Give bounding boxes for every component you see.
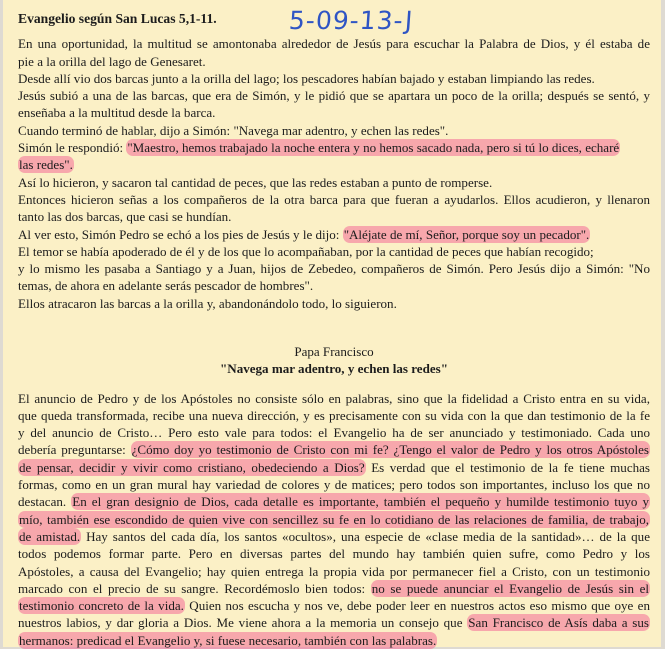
highlighted-text: "Aléjate de mí, Señor, porque soy un pecador". (343, 226, 590, 242)
text-segment: El anuncio de Pedro y de los Apóstoles no consiste sólo en palabras, sino que la fidelidad a Cristo entra en su vida, (18, 390, 650, 406)
text-segment: temas, de ahora en adelante serás pescador de hombres". (18, 278, 314, 294)
text-segment: y lo mismo les pasaba a Santiago y a Juan, hijos de Zebedeo, compañeros de Simón. Pero Jesús dijo a Simón: "No (18, 261, 650, 277)
gospel-title: Evangelio según San Lucas 5,1-11. (18, 11, 217, 26)
gospel-line (18, 122, 650, 139)
text-segment: Al ver esto, Simón Pedro se echó a los pies de Jesús y le dijo: (18, 226, 343, 242)
text-segment: y del anuncio de Cristo… Pero esto vale para todos: el Evangelio ha de ser anunciado y testimoniado. Cada uno (18, 425, 650, 441)
text-segment: Es verdad que el testimonio de la fe tiene muchas (365, 459, 650, 475)
highlighted-text: ¿Cómo doy yo testimonio de Cristo con mi fe? ¿Tengo el valor de Pedro y los otros Apóstoles (131, 442, 649, 458)
gospel-line (18, 174, 650, 191)
gospel-line (18, 191, 650, 208)
gospel-line (18, 53, 650, 70)
gospel-line (18, 87, 650, 104)
text-segment: Quien nos escucha y nos ve, debe poder leer en nuestros actos eso mismo que oye en (184, 598, 650, 614)
gospel-line (18, 156, 650, 173)
text-segment: marcado con el precio de su sangre. Recordémoslo bien todos: (18, 580, 371, 596)
highlighted-text: de amistad. (19, 528, 81, 544)
commentary-line (18, 597, 650, 614)
highlighted-text: En el gran designio de Dios, cada detalle es importante, también el pequeño y humilde testimonio tuyo y (72, 494, 649, 510)
commentary-line (18, 580, 650, 597)
commentary-author: Papa Francisco (294, 344, 374, 359)
commentary-section (18, 343, 650, 649)
text-segment: En una oportunidad, la multitud se amontonaba alrededor de Jesús para escuchar la Palabra de Dios, y él estaba de (18, 36, 650, 52)
text-segment: pie a la orilla del lago de Genesaret. (18, 53, 206, 69)
commentary-line (18, 563, 650, 580)
text-segment: Entonces hicieron señas a los compañeros de la otra barca para que fueran a ayudarlos. Ellos acudieron, y llenaron (18, 191, 650, 207)
text-segment: Apóstoles, a causa del Evangelio; hay quien entrega la propia vida por permanecer fiel a Cristo, con un testimonio (18, 563, 650, 579)
gospel-line (18, 104, 650, 121)
gospel-text (18, 35, 650, 312)
text-segment: Así lo hicieron, y sacaron tal cantidad de peces, que las redes estaban a punto de romperse. (18, 174, 493, 190)
highlighted-text: testimonio concreto de la vida. (19, 598, 184, 614)
gospel-line (18, 260, 650, 277)
commentary-line (18, 407, 650, 424)
text-segment: Desde allí vio dos barcas junto a la orilla del lago; los pescadores habían bajado y estaban limpiando las redes. (18, 70, 595, 86)
gospel-section (18, 10, 650, 312)
commentary-line (18, 493, 650, 510)
text-segment: enseñaba a la multitud desde la barca. (18, 105, 216, 121)
text-segment: destacan. (18, 494, 72, 510)
text-segment: Simón le respondió: (18, 140, 127, 156)
text-segment: El temor se había apoderado de él y de los que lo acompañaban, por la cantidad de peces que habían recogido; (18, 243, 594, 259)
highlighted-text: no se puede anunciar el Evangelio de Jesús sin el (371, 580, 649, 596)
text-segment: tanto las dos barcas, que casi se hundían. (18, 209, 232, 225)
commentary-line (18, 511, 650, 528)
highlighted-text: hermanos: predicad el Evangelio y, si fuese necesario, también con las palabras. (19, 632, 437, 648)
text-segment: formas, como en un gran mural hay variedad de colores y de matices; pero todos son importantes, incluso los que no (18, 477, 650, 493)
highlighted-text: mío, también ese escondido de quien vive con sencillez su fe en lo cotidiano de las relaciones de familia, de trabajo, (19, 511, 649, 527)
commentary-line (18, 441, 650, 458)
commentary-line (18, 632, 650, 649)
text-segment: todos podemos formar parte. Pero en diversas partes del mundo hay también quien sufre, como Pedro y los (18, 546, 650, 562)
gospel-line (18, 277, 650, 294)
gospel-line (18, 70, 650, 87)
text-segment: Hay santos del cada día, los santos «ocultos», una especie de «clase media de la santidad»… de la que (81, 528, 650, 544)
gospel-line (18, 295, 650, 312)
highlighted-text: San Francisco de Asís daba a sus (468, 615, 649, 631)
highlighted-text: de pensar, decidir y vivir como cristiano, obedeciendo a Dios? (19, 459, 365, 475)
gospel-line (18, 139, 650, 156)
commentary-line (18, 459, 650, 476)
commentary-line (18, 424, 650, 441)
document-page (3, 0, 661, 647)
commentary-line (18, 390, 650, 407)
highlighted-text: las redes". (19, 157, 73, 173)
text-segment: debería preguntarse: (18, 442, 131, 458)
commentary-line (18, 545, 650, 562)
commentary-text (18, 390, 650, 649)
text-segment: Cuando terminó de hablar, dijo a Simón: "Navega mar adentro, y echen las redes". (18, 122, 449, 138)
text-segment: nuestros labios, y dar gloria a Dios. Me viene ahora a la memoria un consejo que (18, 615, 468, 631)
gospel-line (18, 226, 650, 243)
commentary-title: "Navega mar adentro, y echen las redes" (220, 361, 448, 377)
gospel-line (18, 243, 650, 260)
text-segment: Ellos atracaron las barcas a la orilla y, abandonándolo todo, lo siguieron. (18, 295, 397, 311)
commentary-line (18, 528, 650, 545)
highlighted-text: "Maestro, hemos trabajado la noche entera y no hemos sacado nada, pero si tú lo dices, echaré (127, 140, 620, 156)
gospel-line (18, 208, 650, 225)
text-segment: que queda transformada, recibe una nueva dirección, y es precisamente con su vida con la que dan testimonio de la fe (18, 407, 650, 423)
handwritten-date: 5-09-13-J (287, 6, 415, 35)
gospel-line (18, 35, 650, 52)
commentary-line (18, 614, 650, 631)
text-segment: Jesús subió a una de las barcas, que era de Simón, y le pidió que se apartara un poco de la orilla; después se sentó, y (18, 88, 650, 104)
commentary-line (18, 476, 650, 493)
